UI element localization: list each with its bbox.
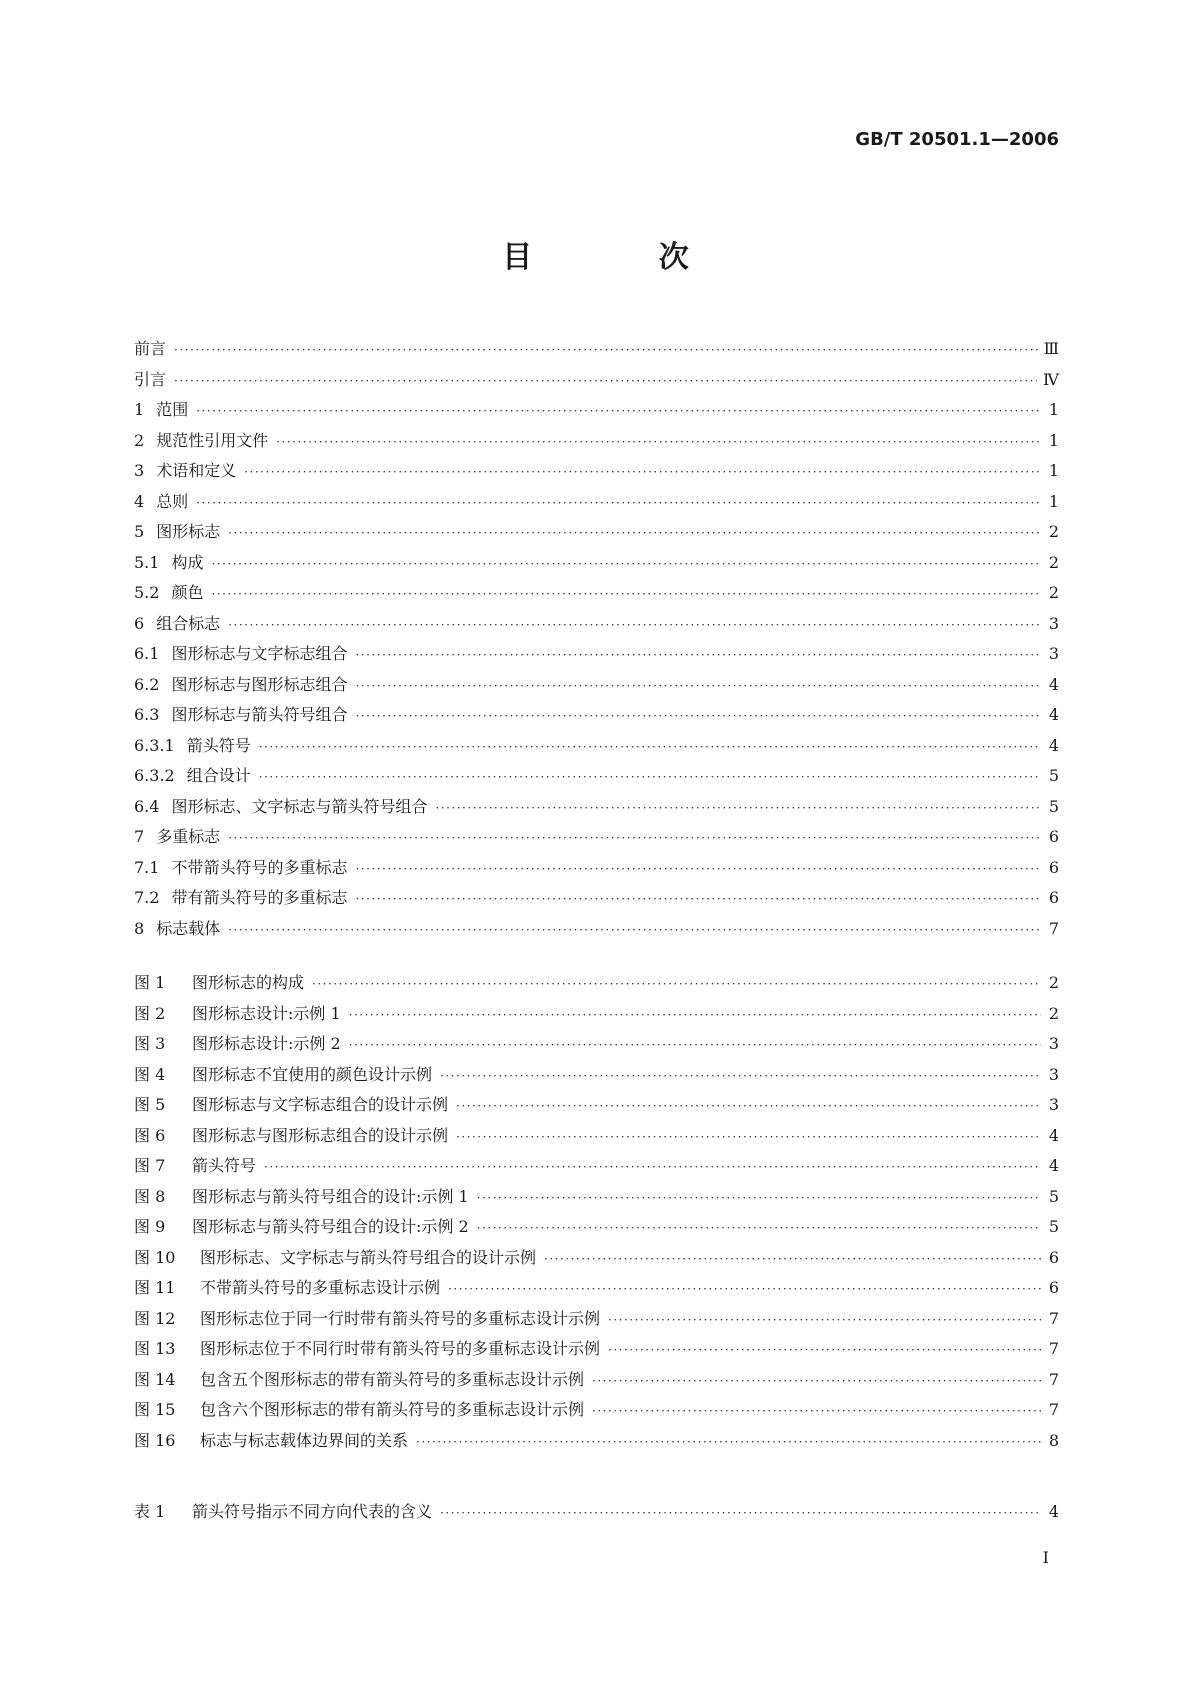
dot-leader	[259, 732, 1041, 763]
dot-leader	[456, 1091, 1041, 1122]
toc-entry-page: 1	[1048, 491, 1059, 511]
toc-entry-number: 图 12	[134, 1308, 176, 1328]
toc-entry-title	[134, 334, 174, 365]
dot-leader	[228, 610, 1041, 641]
toc-entry[interactable]	[134, 334, 1059, 365]
toc-entry-page: 5	[1048, 1186, 1059, 1206]
toc-entry-title	[134, 1426, 416, 1457]
toc-entry-label: 图形标志与文字标志组合的设计示例	[192, 1095, 449, 1114]
toc-entry-page: 4	[1048, 735, 1059, 755]
toc-entry-number: 图 10	[134, 1247, 176, 1267]
toc-entry-number: 6.3.1	[134, 735, 175, 755]
toc-entry-number: 图 4	[134, 1064, 166, 1084]
toc-entry-label: 图形标志与图形标志组合的设计示例	[192, 1125, 449, 1145]
toc-entry-title	[134, 1151, 264, 1182]
toc-entry-title	[134, 792, 435, 823]
toc-entry[interactable]	[134, 548, 1059, 579]
toc-entry[interactable]	[134, 968, 1059, 999]
toc-entry[interactable]	[134, 365, 1059, 396]
toc-entry-page: 4	[1048, 1125, 1059, 1145]
toc-entry-label: 标志与标志载体边界间的关系	[200, 1430, 409, 1450]
toc-entry-label: 多重标志	[156, 827, 221, 846]
toc-entry-title	[134, 853, 355, 884]
toc-entry-page: 4	[1048, 1502, 1059, 1521]
dot-leader	[228, 823, 1041, 854]
toc-entry-label: 图形标志	[156, 522, 221, 541]
toc-entry-title	[134, 1395, 592, 1426]
toc-entry-number: 图 13	[134, 1339, 176, 1358]
toc-entry-title	[134, 1365, 592, 1396]
toc-entry[interactable]	[134, 487, 1059, 518]
toc-entry-number: 8	[134, 918, 145, 938]
toc-entry[interactable]	[134, 1212, 1059, 1243]
toc-entry-title	[134, 968, 312, 999]
dot-leader	[196, 396, 1041, 427]
toc-entry-number: 图 6	[134, 1125, 166, 1145]
dot-leader	[174, 366, 1037, 397]
dot-leader	[355, 640, 1041, 671]
toc-entry-label: 图形标志设计:示例 2	[192, 1034, 341, 1053]
toc-entry-page: 6	[1048, 888, 1059, 907]
toc-entry-label: 图形标志位于同一行时带有箭头符号的多重标志设计示例	[200, 1308, 601, 1328]
toc-entry[interactable]	[134, 1426, 1059, 1457]
dot-leader	[448, 1274, 1041, 1305]
toc-entry-label: 箭头符号	[186, 735, 251, 755]
toc-entry-number: 表 1	[134, 1502, 166, 1521]
toc-entry-page: 6	[1048, 827, 1059, 846]
toc-entry[interactable]	[134, 822, 1059, 853]
toc-entry-title	[134, 731, 259, 762]
toc-entry-title	[134, 578, 211, 609]
toc-entry-number: 图 2	[134, 1003, 166, 1023]
toc-entry-number: 5.1	[134, 552, 160, 572]
toc-entry-page: 7	[1048, 1308, 1059, 1328]
toc-entry[interactable]	[134, 395, 1059, 426]
toc-entry-page: 5	[1048, 1217, 1059, 1236]
toc-entry[interactable]	[134, 670, 1059, 701]
dot-leader	[259, 762, 1041, 793]
toc-entry-label: 不带箭头符号的多重标志设计示例	[200, 1278, 441, 1297]
toc-entry-page: 6	[1048, 857, 1059, 877]
toc-entry-number: 6.2	[134, 674, 160, 694]
dot-leader	[174, 335, 1038, 366]
toc-entry-title	[134, 1273, 448, 1304]
toc-entry-label: 图形标志与图形标志组合	[171, 674, 348, 694]
toc-entry-title	[134, 487, 196, 518]
toc-entry-label: 图形标志与文字标志组合	[171, 644, 348, 663]
toc-entry[interactable]	[134, 999, 1059, 1030]
toc-sections	[134, 334, 1059, 944]
toc-entry-number: 6.3.2	[134, 766, 175, 785]
toc-entry-number: 图 11	[134, 1278, 176, 1297]
toc-entry-page: 2	[1048, 1003, 1059, 1023]
toc-entry-number: 3	[134, 461, 145, 480]
toc-entry-number: 图 5	[134, 1095, 166, 1114]
toc-entry-number: 6	[134, 613, 145, 633]
toc-entry-title	[134, 1182, 477, 1213]
toc-entry-title	[134, 999, 349, 1030]
toc-entry[interactable]	[134, 883, 1059, 914]
toc-entry-page: 4	[1048, 705, 1059, 724]
toc-entry-title	[134, 456, 244, 487]
toc-entry-label: 图形标志与箭头符号组合	[171, 705, 348, 724]
toc-entry-title	[134, 670, 355, 701]
toc-entry-page: 7	[1048, 1339, 1059, 1358]
toc-entry-label: 引言	[134, 369, 167, 389]
toc-entry[interactable]	[134, 1334, 1059, 1365]
toc-entry-page: 5	[1048, 796, 1059, 816]
toc-entry[interactable]	[134, 517, 1059, 548]
dot-leader	[349, 1000, 1041, 1031]
dot-leader	[355, 701, 1041, 732]
toc-entry-label: 范围	[156, 400, 189, 419]
toc-entry-page: 3	[1048, 1034, 1059, 1053]
dot-leader	[211, 549, 1041, 580]
dot-leader	[211, 579, 1041, 610]
toc-entry-label: 图形标志、文字标志与箭头符号组合	[171, 796, 428, 816]
toc-entry[interactable]	[134, 1497, 1059, 1528]
dot-leader	[349, 1030, 1041, 1061]
toc-entry[interactable]	[134, 426, 1059, 457]
page-title: 目 次	[502, 240, 747, 275]
toc-entry-number: 1	[134, 400, 145, 419]
dot-leader	[228, 518, 1041, 549]
dot-leader	[276, 427, 1041, 458]
toc-entry[interactable]	[134, 1395, 1059, 1426]
dot-leader	[592, 1366, 1041, 1397]
toc-entry-label: 颜色	[171, 583, 204, 602]
toc-entry-page: 2	[1048, 973, 1059, 992]
toc-entry-label: 图形标志不宜使用的颜色设计示例	[192, 1064, 433, 1084]
toc-entry-label: 带有箭头符号的多重标志	[171, 888, 348, 907]
toc-entry-page: 1	[1048, 430, 1059, 450]
toc-entry-title	[134, 1334, 608, 1365]
toc-entry-title	[134, 1304, 608, 1335]
toc-entry-number: 图 15	[134, 1400, 176, 1419]
toc-figures	[134, 968, 1059, 1456]
dot-leader	[264, 1152, 1041, 1183]
toc-entry-label: 箭头符号	[192, 1156, 257, 1175]
toc-entry[interactable]	[134, 1029, 1059, 1060]
toc-entry-page: Ⅲ	[1043, 339, 1059, 358]
toc-entry-page: 6	[1048, 1278, 1059, 1297]
toc-entry-title	[134, 1243, 544, 1274]
toc-entry[interactable]	[134, 792, 1059, 823]
toc-entry-page: 4	[1048, 1156, 1059, 1175]
toc-entry-page: 7	[1048, 1400, 1059, 1419]
toc-entry-label: 构成	[171, 552, 204, 572]
toc-entry[interactable]	[134, 1273, 1059, 1304]
toc-entry[interactable]	[134, 1060, 1059, 1091]
dot-leader	[592, 1396, 1041, 1427]
toc-entry[interactable]	[134, 761, 1059, 792]
toc-entry-title	[134, 1497, 440, 1528]
standard-code: GB/T 20501.1—2006	[855, 129, 1059, 150]
dot-leader	[244, 457, 1041, 488]
toc-entry-number: 图 3	[134, 1034, 166, 1053]
toc-entry-page: 3	[1048, 1095, 1059, 1114]
dot-leader	[416, 1427, 1041, 1458]
toc-entry[interactable]	[134, 1151, 1059, 1182]
toc-entry-title	[134, 548, 211, 579]
toc-entry-label: 包含六个图形标志的带有箭头符号的多重标志设计示例	[200, 1400, 585, 1419]
toc-entry[interactable]	[134, 700, 1059, 731]
toc-entry-label: 图形标志的构成	[192, 973, 305, 992]
dot-leader	[440, 1061, 1041, 1092]
toc-entry-number: 6.3	[134, 705, 160, 724]
dot-leader	[440, 1498, 1041, 1529]
dot-leader	[608, 1335, 1041, 1366]
toc-entry[interactable]	[134, 578, 1059, 609]
toc-entry-page: 1	[1048, 461, 1059, 480]
toc-entry-label: 组合标志	[156, 613, 221, 633]
dot-leader	[228, 915, 1041, 946]
toc-entry-page: 3	[1048, 613, 1059, 633]
toc-entry[interactable]	[134, 1304, 1059, 1335]
toc-entry-title	[134, 426, 276, 457]
dot-leader	[477, 1183, 1041, 1214]
toc-entry-page: 3	[1048, 644, 1059, 663]
toc-entry[interactable]	[134, 1365, 1059, 1396]
toc-tables	[134, 1497, 1059, 1528]
toc-entry-label: 图形标志与箭头符号组合的设计:示例 2	[192, 1217, 469, 1236]
toc-entry-page: 6	[1048, 1247, 1059, 1267]
toc-entry-label: 包含五个图形标志的带有箭头符号的多重标志设计示例	[200, 1369, 585, 1389]
dot-leader	[355, 854, 1041, 885]
toc-entry-label: 图形标志位于不同行时带有箭头符号的多重标志设计示例	[200, 1339, 601, 1358]
toc-entry-label: 术语和定义	[156, 461, 237, 480]
toc-entry[interactable]	[134, 853, 1059, 884]
toc-entry-label: 前言	[134, 339, 167, 358]
toc-entry-number: 图 8	[134, 1186, 166, 1206]
toc-entry-number: 5.2	[134, 583, 160, 602]
toc-entry-label: 箭头符号指示不同方向代表的含义	[192, 1502, 433, 1521]
dot-leader	[608, 1305, 1041, 1336]
toc-entry-label: 组合设计	[186, 766, 251, 785]
dot-leader	[435, 793, 1041, 824]
toc-entry-number: 图 16	[134, 1430, 176, 1450]
toc-entry-page: 2	[1048, 522, 1059, 541]
toc-entry-title	[134, 1090, 456, 1121]
toc-entry-title	[134, 761, 259, 792]
toc-entry[interactable]	[134, 639, 1059, 670]
toc-entry-page: 8	[1048, 1430, 1059, 1450]
toc-entry-title	[134, 365, 174, 396]
dot-leader	[355, 884, 1041, 915]
dot-leader	[544, 1244, 1041, 1275]
toc-entry-label: 图形标志与箭头符号组合的设计:示例 1	[192, 1186, 469, 1206]
toc-entry-title	[134, 609, 228, 640]
dot-leader	[456, 1122, 1041, 1153]
toc-entry[interactable]	[134, 1121, 1059, 1152]
toc-entry-label: 规范性引用文件	[156, 430, 269, 450]
toc-entry-title	[134, 517, 228, 548]
toc-entry-title	[134, 395, 196, 426]
dot-leader	[355, 671, 1041, 702]
toc-entry-number: 图 1	[134, 973, 166, 992]
toc-entry-label: 标志载体	[156, 918, 221, 938]
toc-entry-page: Ⅳ	[1043, 369, 1059, 389]
toc-entry[interactable]	[134, 914, 1059, 945]
page-number: Ⅰ	[1042, 1548, 1049, 1567]
toc-entry-number: 图 9	[134, 1217, 166, 1236]
toc-entry-title	[134, 1060, 440, 1091]
toc-entry-title	[134, 700, 355, 731]
toc-entry-title	[134, 1121, 456, 1152]
toc-entry-page: 2	[1048, 583, 1059, 602]
toc-entry-number: 图 7	[134, 1156, 166, 1175]
dot-leader	[196, 488, 1041, 519]
toc-entry[interactable]	[134, 1182, 1059, 1213]
toc-entry-page: 2	[1048, 552, 1059, 572]
toc-entry-page: 3	[1048, 1064, 1059, 1084]
toc-entry-page: 7	[1048, 918, 1059, 938]
toc-entry[interactable]	[134, 456, 1059, 487]
toc-entry-number: 5	[134, 522, 145, 541]
toc-entry-label: 不带箭头符号的多重标志	[171, 857, 348, 877]
toc-entry-title	[134, 914, 228, 945]
toc-entry-title	[134, 883, 355, 914]
toc-entry-number: 7.2	[134, 888, 160, 907]
toc-entry-page: 4	[1048, 674, 1059, 694]
toc-entry-page: 7	[1048, 1369, 1059, 1389]
dot-leader	[477, 1213, 1041, 1244]
toc-entry[interactable]	[134, 731, 1059, 762]
toc-entry-title	[134, 1212, 477, 1243]
toc-entry-number: 7.1	[134, 857, 160, 877]
dot-leader	[312, 969, 1041, 1000]
toc-entry-page: 5	[1048, 766, 1059, 785]
toc-entry-number: 2	[134, 430, 145, 450]
toc-entry-label: 总则	[156, 491, 189, 511]
toc-entry-number: 6.4	[134, 796, 160, 816]
toc-entry-title	[134, 822, 228, 853]
toc-entry-number: 7	[134, 827, 145, 846]
toc-entry-number: 图 14	[134, 1369, 176, 1389]
toc-entry[interactable]	[134, 609, 1059, 640]
toc-entry[interactable]	[134, 1243, 1059, 1274]
toc-entry-label: 图形标志、文字标志与箭头符号组合的设计示例	[200, 1247, 537, 1267]
toc-entry-number: 4	[134, 491, 145, 511]
toc-entry-label: 图形标志设计:示例 1	[192, 1003, 341, 1023]
toc-entry-page: 1	[1048, 400, 1059, 419]
toc-entry[interactable]	[134, 1090, 1059, 1121]
toc-entry-title	[134, 639, 355, 670]
toc-entry-title	[134, 1029, 349, 1060]
toc-entry-number: 6.1	[134, 644, 160, 663]
